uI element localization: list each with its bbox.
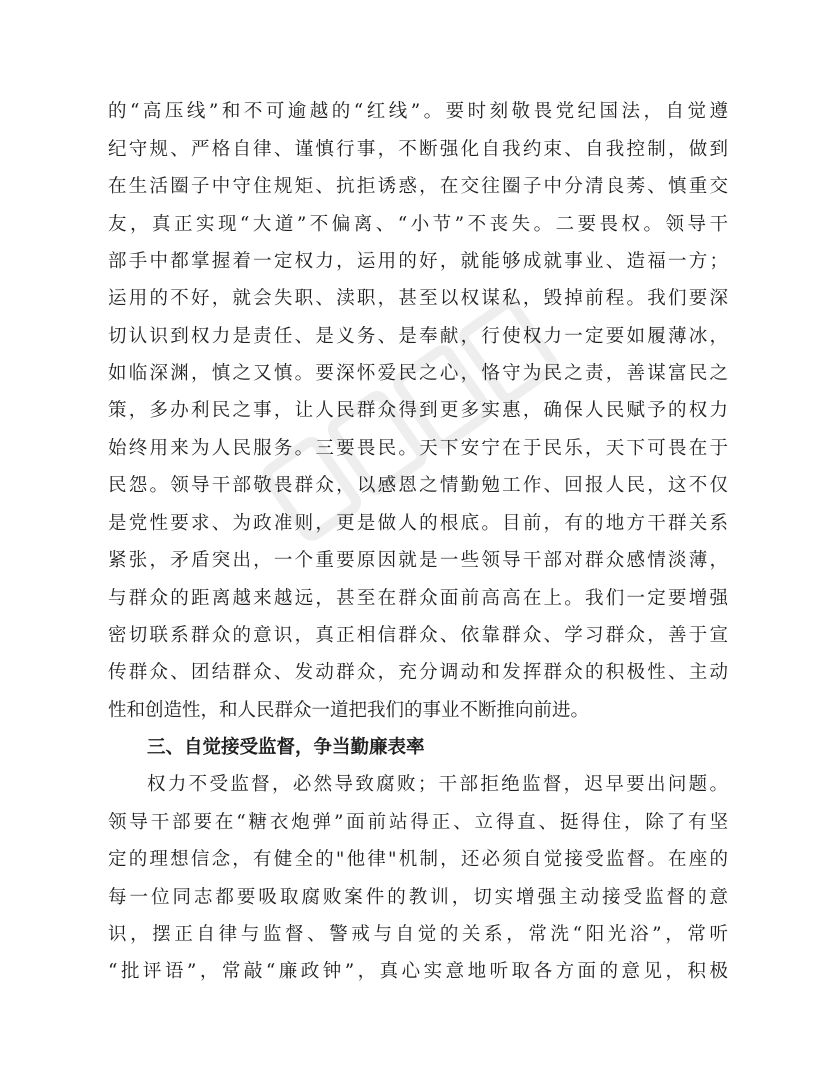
paragraph-line: 性和创造性，和人民群众一道把我们的事业不断推向前进。	[108, 700, 590, 721]
paragraph-line: 每一位同志都要吸取腐败案件的教训，切实增强主动接受监督的意	[108, 887, 728, 908]
section-heading: 三、自觉接受监督，争当勤廉表率	[147, 737, 425, 758]
paragraph-line: 切认识到权力是责任、是义务、是奉献，行使权力一定要如履薄冰，	[108, 326, 728, 347]
paragraph-line: 识，摆正自律与监督、警戒与自觉的关系，常洗“阳光浴”，常听	[108, 924, 728, 945]
paragraph-line: 部手中都掌握着一定权力，运用的好，就能够成就事业、造福一方；	[108, 251, 728, 272]
paragraph-line: 权力不受监督，必然导致腐败；干部拒绝监督，迟早要出问题。	[147, 774, 728, 795]
paragraph-line: 密切联系群众的意识，真正相信群众、依靠群众、学习群众，善于宣	[108, 625, 728, 646]
paragraph-line: 纪守规、严格自律、谨慎行事，不断强化自我约束、自我控制，做到	[108, 139, 728, 160]
paragraph-line: 领导干部要在“糖衣炮弹”面前站得正、立得直、挺得住，除了有坚	[108, 812, 728, 833]
paragraph-line: 始终用来为人民服务。三要畏民。天下安宁在于民乐，天下可畏在于	[108, 438, 728, 459]
paragraph-line: 是党性要求、为政准则，更是做人的根底。目前，有的地方干群关系	[108, 513, 728, 534]
paragraph-line: 定的理想信念，有健全的"他律"机制，还必须自觉接受监督。在座的	[108, 849, 728, 870]
paragraph-line: 在生活圈子中守住规矩、抗拒诱惑，在交往圈子中分清良莠、慎重交	[108, 176, 728, 197]
paragraph-line: 的“高压线”和不可逾越的“红线”。要时刻敬畏党纪国法，自觉遵	[108, 101, 728, 122]
paragraph-line: 民怨。领导干部敬畏群众，以感恩之情勤勉工作、回报人民，这不仅	[108, 475, 728, 496]
paragraph-line: 紧张，矛盾突出，一个重要原因就是一些领导干部对群众感情淡薄，	[108, 550, 728, 571]
paragraph-line: 友，真正实现“大道”不偏离、“小节”不丧失。二要畏权。领导干	[108, 214, 728, 235]
paragraph-line: 策，多办利民之事，让人民群众得到更多实惠，确保人民赋予的权力	[108, 400, 728, 421]
paragraph-line: 运用的不好，就会失职、渎职，甚至以权谋私，毁掉前程。我们要深	[108, 288, 728, 309]
paragraph-line: 传群众、团结群众、发动群众，充分调动和发挥群众的积极性、主动	[108, 662, 728, 683]
paragraph-line: 如临深渊，慎之又慎。要深怀爱民之心，恪守为民之责，善谋富民之	[108, 363, 728, 384]
paragraph-line: “批评语”，常敲“廉政钟”，真心实意地听取各方面的意见，积极	[108, 961, 728, 982]
paragraph-line: 与群众的距离越来越远，甚至在群众面前高高在上。我们一定要增强	[108, 588, 728, 609]
